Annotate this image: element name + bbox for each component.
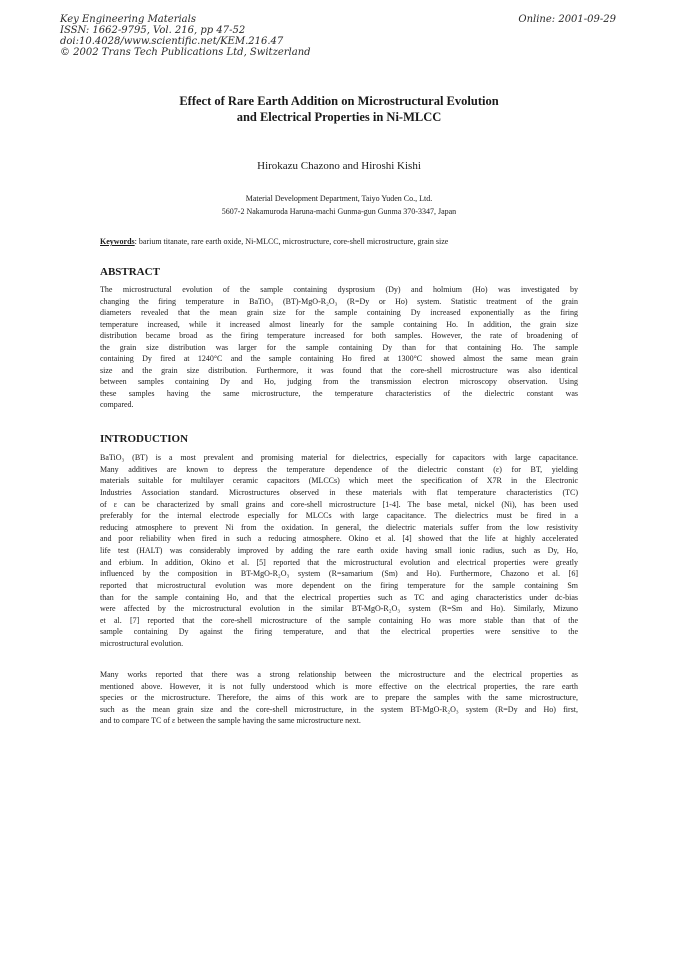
text-line: diameters revealed that the mean grain size for the sample containing Dy increased exponentially as the firing <box>100 308 578 317</box>
text-line: such as the mean grain size and the core-shell microstructure, in the system BT-MgO-R₂O₃ system (R=Dy and Ho) first, <box>100 704 578 714</box>
abstract-body <box>100 284 578 411</box>
affiliation <box>100 193 578 218</box>
affiliation-line: Material Development Department, Taiyo Yuden Co., Ltd. <box>245 194 433 203</box>
text-line: these samples having the same microstructure, the temperature characteristics of the dielectric constant was <box>100 388 578 398</box>
text-line: BaTiO₃ (BT) is a most prevalent and promising material for dielectrics, especially for capacitors with large capacitance. <box>100 453 578 462</box>
text-line: and poor reliability when fired in such a reducing atmosphere. Okino et al. [4] showed that the life at highly accelerated <box>100 534 578 544</box>
journal-header <box>60 14 311 58</box>
text-line: reported that microstructural evolution was more dependent on the firing temperature for the sample containing Sm <box>100 580 578 590</box>
text-line: were affected by the microstructural evolution in the similar BT-MgO-R₂O₃ system (R=Sm and Ho). Similarly, Mizuno <box>100 604 578 614</box>
introduction-paragraph-1 <box>100 452 578 650</box>
affiliation-line: 5607-2 Nakamuroda Haruna-machi Gunma-gun Gunma 370-3347, Japan <box>221 206 457 216</box>
text-line: compared. <box>100 400 134 409</box>
keywords <box>100 236 580 247</box>
doi-line: doi:10.4028/www.scientific.net/KEM.216.47 <box>60 36 284 47</box>
journal-name: Key Engineering Materials <box>60 14 196 25</box>
introduction-paragraph-2 <box>100 669 578 727</box>
text-line: changing the firing temperature in BaTiO₃ (BT)-MgO-R₂O₃ (R=Dy or Ho) system. Statistic treatment of the grain <box>100 296 578 306</box>
text-line: containing Dy fired at 1240°C and the sample containing Ho fired at 1300°C showed almost the same mean grain <box>100 354 578 363</box>
keywords-label: Keywords <box>100 237 135 246</box>
title-line: Effect of Rare Earth Addition on Microstructural Evolution <box>179 94 499 108</box>
text-line: distribution became broad as the firing temperature increased for both samples. However, the rate of broadening of <box>100 331 578 340</box>
keywords-text: : barium titanate, rare earth oxide, Ni-MLCC, microstructure, core-shell microstructure, grain size <box>134 237 449 246</box>
abstract-heading: ABSTRACT <box>100 266 160 278</box>
issn-line: ISSN: 1662-9795, Vol. 216, pp 47-52 <box>60 25 246 36</box>
text-line: materials suitable for multilayer ceramic capacitors (MLCCs) which meet the specification of X7R in the Electronic <box>100 476 578 486</box>
text-line: and erbium. In addition, Okino et al. [5] reported that the microstructural evolution and electrical properties were greatly <box>100 557 578 567</box>
authors: Hirokazu Chazono and Hiroshi Kishi <box>257 160 421 172</box>
text-line: preferably for the internal electrode especially for MLCCs with large capacitance. The dielectrics must be fired in a <box>100 511 578 521</box>
text-line: and to compare TC of ε between the sample having the same microstructure next. <box>100 716 361 725</box>
text-line: sample containing Dy against the firing temperature, and that the electrical properties were sensitive to the <box>100 627 578 637</box>
online-date: Online: 2001-09-29 <box>518 14 616 25</box>
text-line: Many works reported that there was a strong relationship between the microstructure and the electrical properties as <box>100 670 578 679</box>
paper-title <box>100 93 578 125</box>
text-line: of ε can be characterized by small grains and core-shell microstructure [1-4]. The base metal, nickel (Ni), has been used <box>100 499 578 509</box>
text-line: size and the grain size distribution. Furthermore, it was found that the core-shell microstructure was also identical <box>100 365 578 375</box>
text-line: mentioned above. However, it is not fully understood which is more effective on the electrical properties, the rare earth <box>100 681 578 691</box>
text-line: the grain size distribution was larger for the sample containing Dy than for that containing Ho. The sample <box>100 342 578 352</box>
text-line: influenced by the composition in BT-MgO-R₂O₃ system (R=samarium (Sm) and Ho). Furthermore, Chazono et al. [6] <box>100 569 578 579</box>
text-line: et al. [7] reported that the core-shell microstructure of the sample containing Ho was more stable than that of the <box>100 615 578 625</box>
text-line: temperature increased, while it increased almost linearly for the sample containing Ho. In addition, the grain size <box>100 319 578 329</box>
copyright-line: © 2002 Trans Tech Publications Ltd, Switzerland <box>60 47 311 58</box>
introduction-heading: INTRODUCTION <box>100 433 189 445</box>
title-line: and Electrical Properties in Ni-MLCC <box>236 110 442 124</box>
text-line: microstructural evolution. <box>100 639 184 648</box>
text-line: species or the microstructure. Therefore, the aims of this work are to prepare the samples with the same microstructure, <box>100 693 578 702</box>
text-line: Industries Association standard. Microstructures observed in these materials with flat temperature characteristics (TC) <box>100 487 578 497</box>
text-line: The microstructural evolution of the sample containing dysprosium (Dy) and holmium (Ho) was investigated by <box>100 285 578 294</box>
text-line: Many additives are known to depress the temperature dependence of the dielectric constant (ε) for BT, yielding <box>100 464 578 474</box>
text-line: life test (HALT) was considerably improved by adding the rare earth oxide having small ionic radius, such as Dy, Ho, <box>100 546 578 555</box>
text-line: than for the sample containing Ho, and that the electrical properties such as TC and aging characteristics under dc-bias <box>100 592 578 602</box>
text-line: reducing atmosphere to prevent Ni from the oxidation. In general, the dielectric materials suffer from the low resistivity <box>100 522 578 532</box>
text-line: between samples containing Dy and Ho, judging from the transmission electron microscopy observation. Using <box>100 377 578 386</box>
